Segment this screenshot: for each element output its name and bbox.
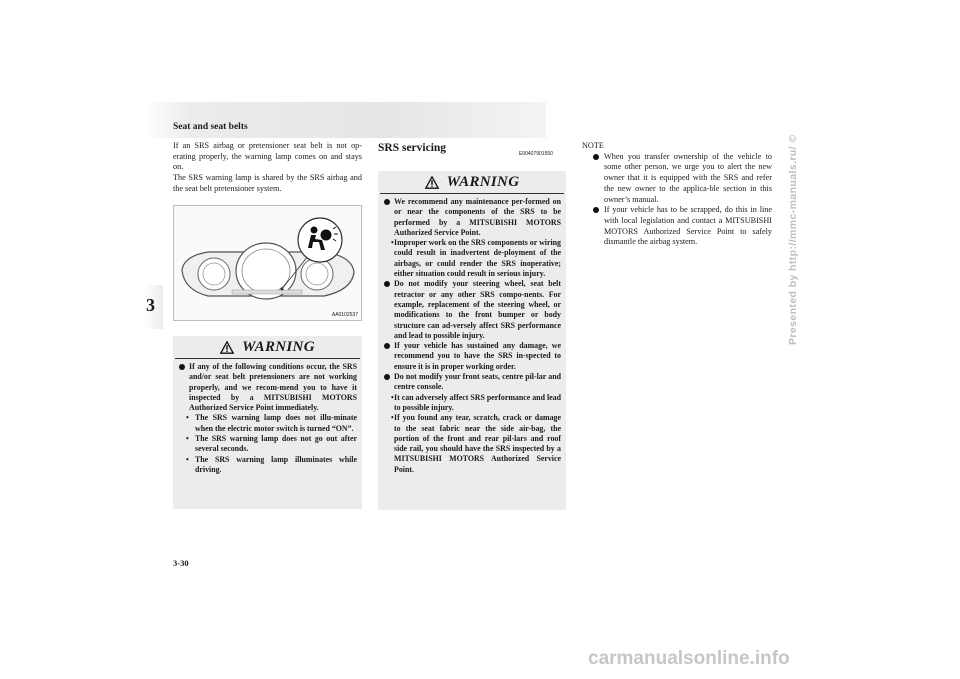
warning-box-2	[378, 171, 566, 510]
warning-body	[177, 362, 357, 475]
warning-item: Do not modify your front seats, centre pil-lar and centre console.	[382, 372, 561, 393]
instrument-cluster-figure	[173, 205, 362, 321]
warning-title: WARNING	[242, 338, 315, 355]
warning-triangle-icon	[220, 341, 234, 354]
warning-subitem: • The SRS warning lamp does not illu-minate when the electric motor switch is turned “ON”.	[177, 413, 357, 434]
warning-subitem: • The SRS warning lamp does not go out after several seconds.	[177, 434, 357, 455]
warning-divider	[380, 193, 564, 194]
header-band	[143, 102, 546, 138]
figure-code: AA0102537	[331, 312, 358, 318]
warning-continuation: • If you found any tear, scratch, crack or damage to the seat fabric near the side air-bag, the portion of the front and rear pil-lars and roof side rail, you should have the SRS inspected by a MITSUBISHI MOTORS Authorized Service Point.	[382, 413, 561, 475]
warning-box-1	[173, 336, 362, 509]
lamp-shared-paragraph: The SRS warning lamp is shared by the SRS airbag and the seat belt pretensioner system.	[173, 173, 362, 193]
section-code: E00407901550	[519, 151, 553, 157]
warning-item: If any of the following conditions occur, the SRS and/or seat belt pretensioners are not working properly, and we recom-mend you to have it inspected by a MITSUBISHI MOTORS Authorized Service Point immediately.	[177, 362, 357, 413]
chapter-number: 3	[146, 295, 155, 315]
warning-body	[382, 197, 561, 475]
column-1	[173, 141, 362, 195]
section-title: SRS servicing	[378, 142, 447, 154]
page-number: 3-30	[173, 558, 189, 568]
note-item: If your vehicle has to be scrapped, do this in line with local legislation and contact a MITSUBISHI MOTORS Authorized Service Point to safely dismantle the airbag system.	[582, 205, 772, 248]
warning-subitem: • The SRS warning lamp illuminates while driving.	[177, 455, 357, 476]
instrument-cluster-illustration	[174, 206, 361, 320]
warning-item: If your vehicle has sustained any damage, we recommend you to have the SRS in-spected to ensure it is in proper working order.	[382, 341, 561, 372]
warning-divider	[175, 358, 360, 359]
warning-header	[173, 336, 362, 358]
section-header: Seat and seat belts	[173, 122, 248, 132]
warning-item: We recommend any maintenance per-formed on or near the components of the SRS to be performed by a MITSUBISHI MOTORS Authorized Service Point.	[382, 197, 561, 238]
warning-continuation: • Improper work on the SRS components or wiring could result in inadvertent de-ployment of the airbags, or could render the SRS inoperative; either situation could result in serious injury.	[382, 238, 561, 279]
note-label: NOTE	[582, 141, 604, 150]
warning-title: WARNING	[446, 173, 520, 190]
warning-continuation: • It can adversely affect SRS performance and lead to possible injury.	[382, 393, 561, 414]
note-item: When you transfer ownership of the vehicle to some other person, we urge you to alert the new owner that it is equipped with the SRS and refer the new owner to the applica-ble section in this owner’s manual.	[582, 152, 772, 206]
warning-triangle-icon	[425, 176, 439, 189]
column-3	[582, 141, 772, 248]
warning-header	[378, 171, 566, 193]
watermark-text: Presented by http://mmc-manuals.ru/ ©	[787, 134, 799, 345]
footer-logo: carmanualsonline.info	[588, 648, 790, 669]
intro-paragraph: If an SRS airbag or pretensioner seat belt is not op-erating properly, the warning lamp comes on and stays on.	[173, 141, 362, 172]
warning-item: Do not modify your steering wheel, seat belt retractor or any other SRS compo-nents. For example, replacement of the steering wheel, or modifications to the front bumper or body structure can ad-versely affect SRS performance and lead to possible injury.	[382, 279, 561, 341]
